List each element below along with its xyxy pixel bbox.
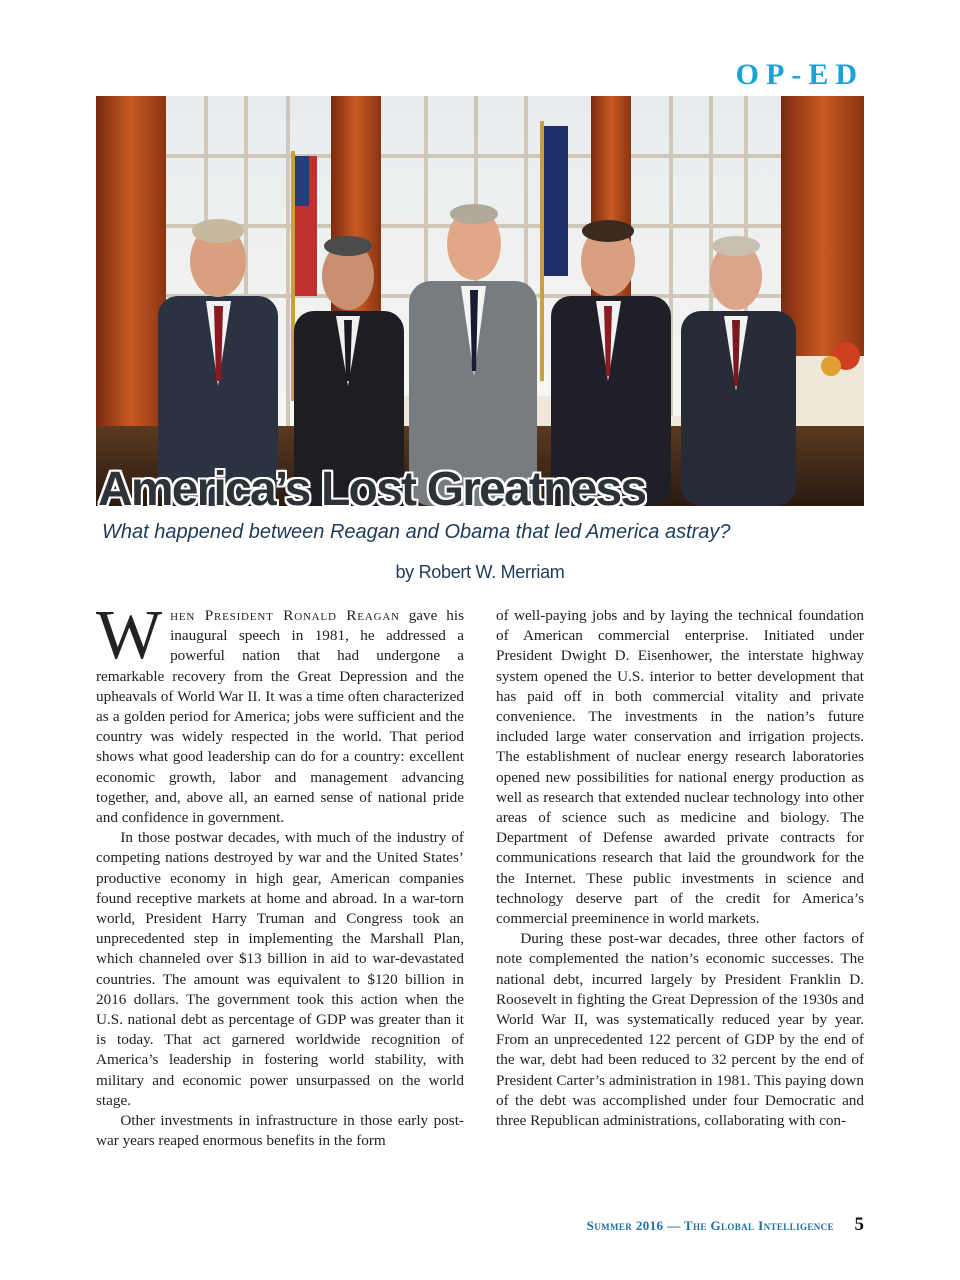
footer-issue-text: Summer 2016 — The Global Intelligence bbox=[586, 1218, 834, 1233]
page-number: 5 bbox=[854, 1214, 864, 1235]
footer-issue bbox=[587, 1218, 864, 1234]
headline: America’s Lost Greatness bbox=[98, 463, 646, 516]
left-column bbox=[96, 597, 464, 1151]
paragraph-5: During these post-war decades, three other factors of note complemented the nation’s economic successes. The national debt, incurred largely by President Franklin D. Roosevelt in fighting the Great Depression of the 1930s and World War II, was systematically reduced year by year. From an unprecedented 122 percent of GDP by the end of the war, debt had been reduced to 32 percent by the end of President Carter’s administration in 1981. This paying down of the debt was accomplished under four Democratic and three Republican administrations, collaborating with con- bbox=[496, 930, 864, 1130]
paragraph-2: In those postwar decades, with much of the industry of competing nations destroyed by war and the United States’ productive economy in high gear, American companies found receptive markets at home and abroad. In a war-torn world, President Harry Truman and Congress took an unprecedented step in implementing the Marshall Plan, which channeled over $13 billion in aid to war-devastated countries. The amount was equivalent to $120 billion in 2016 dollars. The government took this action when the U.S. national debt as percentage of GDP was greater than it is today. That act garnered worldwide recognition of America’s leadership in fostering world stability, with military and economic power unsurpassed on the world stage. bbox=[96, 829, 464, 1109]
opening-smallcaps: hen President Ronald Reagan bbox=[170, 607, 400, 624]
right-column bbox=[496, 606, 864, 1131]
section-label: OP-ED bbox=[735, 58, 864, 91]
paragraph-3: Other investments in infrastructure in those early post-war years reaped enormous benefits in the form bbox=[96, 1112, 464, 1150]
paragraph-text: gave his inaugural speech in 1981, he addressed a powerful nation that had undergone a remarkable recovery from the Great Depression and the upheavals of World War II. It was a time often characterized as a golden period for America; jobs were sufficient and the country was widely respected in the world. That period shows what good leadership can do for a country: excellent economic growth, labor and management advancing together, and, above all, an earned sense of national pride and confidence in government. bbox=[96, 607, 464, 827]
byline: by Robert W. Merriam bbox=[395, 562, 565, 582]
subhead: What happened between Reagan and Obama that led America astray? bbox=[102, 521, 731, 543]
paragraph-1 bbox=[96, 597, 464, 828]
drop-cap: W bbox=[96, 597, 163, 674]
presidents-photo bbox=[96, 96, 864, 506]
paragraph-4: of well-paying jobs and by laying the technical foundation of American commercial enterprise. Initiated under President Dwight D. Eisenhower, the interstate highway system opened the U.S. interior to better development that has paid off in both commercial vitality and private convenience. The investments in the nation’s future included large water conservation and irrigation projects. The establishment of nuclear energy research laboratories opened new possibilities for national energy production as well as research that extended nuclear technology into other areas of science such as medicine and biology. The Department of Defense awarded private contracts for communications research that laid the groundwork for the the Internet. These public investments in science and technology deserve part of the credit for America’s commercial preeminence in world markets. bbox=[496, 607, 864, 928]
